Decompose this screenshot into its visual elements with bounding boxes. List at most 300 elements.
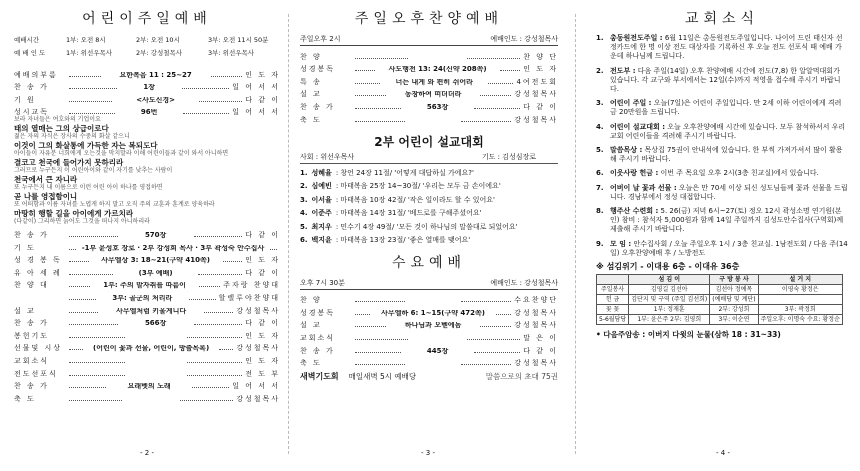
dot-leader: [69, 113, 115, 114]
order-label: 전도선포식: [14, 369, 58, 378]
reading-line: 이것이 그의 화살통에 가득한 자는 복되도다: [14, 141, 158, 151]
order-row: [300, 292, 558, 305]
order-label: 기 원: [14, 95, 36, 104]
order-value: 하나님과 오벧에돔: [404, 322, 462, 330]
news-text: [610, 146, 848, 164]
order-row: [14, 66, 280, 79]
news-item: [596, 34, 848, 62]
order-name: 주자랑 찬양대: [223, 281, 280, 290]
reading-line: 그러므로 누구든지 이 어린아이와 같이 자기를 낮추는 사람이: [14, 167, 173, 175]
order-name: 다 같 이: [523, 346, 558, 355]
order-name: 강성철목사: [514, 308, 558, 317]
news-num: 7.: [596, 183, 604, 192]
table-cell: 이영숙 황정은: [758, 285, 842, 295]
dot-leader: [199, 286, 220, 287]
order-label: 찬 송 가: [14, 83, 49, 92]
order-value: 사도행전 13: 24(신약 208쪽): [388, 66, 487, 74]
order-label: 설 교: [300, 90, 322, 99]
order-name: 인 도 자: [523, 65, 558, 74]
dot-leader: [467, 58, 520, 59]
dot-leader: [480, 326, 511, 327]
time-label: 예 배 인 도: [14, 49, 46, 58]
dot-leader: [355, 301, 405, 302]
news-num: 2.: [596, 66, 604, 75]
wednesday-order: [300, 292, 558, 368]
dot-leader: [500, 70, 520, 71]
news-body: 오늘은 만 70세 이상 되신 성도님들께 꽃과 선물을 드립니다. 경남부에서 정성 대접합니다.: [610, 183, 848, 201]
news-body: 이번 주 목요일 오후 2시(3층 친교실)에서 있습니다.: [660, 169, 819, 178]
wednesday-title: 수요예배: [391, 254, 467, 271]
contestant-text: : 마태복음 13장 23절/ '좋은 열매를 맺어요': [335, 236, 471, 245]
news-item: [596, 99, 848, 117]
dot-leader: [480, 95, 511, 96]
order-value: 570장: [144, 231, 167, 239]
reading-line: 젊은 자의 자식은 장사의 수중의 화살 같으니: [14, 133, 130, 141]
dot-leader: [219, 349, 233, 350]
dot-leader: [69, 337, 125, 338]
order-row: [14, 79, 280, 92]
dot-leader: [199, 101, 242, 102]
dot-leader: [180, 400, 233, 401]
time-label: 예배시간: [14, 36, 40, 45]
order-row: [14, 104, 280, 117]
order-label: 선물및 시상: [14, 344, 63, 353]
dot-leader: [187, 375, 243, 376]
table-header-cell: 섬 김 이: [629, 275, 710, 285]
dot-leader: [69, 249, 76, 250]
order-name: 찬 양 단: [523, 52, 558, 61]
dot-leader: [69, 236, 118, 237]
news-item: [596, 184, 848, 202]
table-cell: 주일봉사: [597, 285, 629, 295]
contestant-name: 심예빈: [311, 182, 332, 191]
contestant-num: 3.: [300, 195, 308, 204]
order-label: 축 도: [300, 115, 322, 124]
time-row: [14, 47, 280, 60]
afternoon-order: [300, 48, 558, 124]
contest-meta: [300, 154, 558, 164]
order-value: <사도신경>: [136, 96, 176, 104]
order-row: [300, 61, 558, 74]
dot-leader: [69, 324, 118, 325]
contestant-num: 1.: [300, 168, 308, 177]
news-item: [596, 67, 848, 95]
contestant-num: 5.: [300, 222, 308, 231]
dot-leader: [461, 301, 511, 302]
table-cell: 3부: 이순연: [710, 315, 758, 325]
dot-leader: [355, 364, 405, 365]
order-value: 너는 내게 와 편히 쉬어라: [395, 78, 473, 86]
order-row: [14, 340, 280, 353]
table-cell: 주일오후: 이명숙 수요: 황정순: [758, 315, 842, 325]
dot-leader: [192, 387, 229, 388]
dot-leader: [69, 387, 106, 388]
page-number: - 4 -: [716, 449, 730, 457]
order-name: 다 같 이: [245, 319, 280, 328]
dot-leader: [355, 83, 380, 84]
table-cell: 헌 금: [597, 295, 629, 305]
dot-leader: [187, 337, 243, 338]
news-text: [610, 99, 848, 117]
dot-leader: [187, 362, 243, 363]
reading-line: 마땅히 행할 길을 아이에게 가르치라: [14, 209, 134, 219]
order-label: 설 교: [300, 321, 322, 330]
dot-leader: [69, 375, 125, 376]
order-value: 요래벳의 노래: [127, 383, 171, 391]
order-value: 563장: [426, 103, 449, 111]
news-num: 3.: [596, 99, 604, 108]
contestant-name: 최지우: [311, 222, 332, 231]
reading-line: 곧 나를 영접함이니: [14, 192, 78, 202]
news-num: 8.: [596, 207, 604, 216]
dot-leader: [69, 362, 125, 363]
contestant: [300, 167, 558, 181]
contestant-name: 성혜율: [311, 168, 332, 177]
dot-leader: [69, 349, 83, 350]
order-name: 인 도 자: [245, 256, 280, 265]
news-head: 어린이 설교대회 :: [610, 122, 666, 131]
dot-leader: [355, 352, 401, 353]
news-text: [610, 207, 848, 235]
news-head: 이웃사랑 헌금 :: [610, 169, 659, 178]
time-v2: 2부: 오전 10시: [136, 36, 180, 45]
afternoon-time: 주일오후 2시: [300, 35, 341, 43]
order-value: (3부 예배): [138, 269, 173, 277]
order-name: 강성철목사: [236, 306, 280, 315]
time-v3: 3부: 위선우목사: [208, 49, 255, 58]
order-name: 인 도 자: [245, 70, 280, 79]
order-name: 4여전도회: [516, 77, 558, 86]
order-name: 다 같 이: [245, 268, 280, 277]
table-header-cell: 설 거 지: [758, 275, 842, 285]
dot-leader: [189, 299, 216, 300]
news-num: 6.: [596, 169, 604, 178]
reading-line: 또 누구든지 내 이름으로 이런 어린 아이 하나를 영접하면: [14, 184, 163, 192]
order-value: 1장: [143, 84, 155, 92]
order-value: 445장: [426, 347, 449, 355]
time-v1: 1부: 위선우목사: [66, 49, 113, 58]
news-item: [596, 123, 848, 141]
worship-order-2: [14, 226, 280, 402]
dot-leader: [355, 108, 401, 109]
order-name: 할렐루야찬양대: [218, 293, 280, 302]
news-item: [596, 169, 848, 178]
table-cell: 김영길 김선아: [629, 285, 710, 295]
reading-line: 보라 자녀들은 여호와의 기업이요: [14, 116, 101, 124]
divider: [575, 14, 576, 454]
table-cell: 꽃 꽂: [597, 305, 629, 315]
table-cell: 1부: 윤은주 2부: 김영희: [629, 315, 710, 325]
order-row: [14, 378, 280, 391]
order-row: [14, 315, 280, 328]
children-title: 어린이주일예배: [82, 11, 212, 27]
news-num: 9.: [596, 239, 604, 248]
order-value: 사무엘처럼 키울게니다: [116, 307, 187, 315]
afternoon-header: [300, 34, 558, 46]
order-row: [14, 352, 280, 365]
order-row: [14, 252, 280, 265]
dot-leader: [474, 108, 520, 109]
dot-leader: [223, 261, 243, 262]
order-label: 찬 송 가: [14, 319, 49, 328]
order-label: 찬 양 대: [14, 281, 49, 290]
order-row: [300, 111, 558, 124]
order-name: 강성철목사: [236, 344, 280, 353]
contestant: [300, 221, 558, 235]
contestant-num: 2.: [300, 182, 308, 191]
dot-leader: [69, 312, 98, 313]
table-cell: [758, 295, 842, 305]
dot-leader: [194, 236, 243, 237]
contest-list: [300, 167, 558, 248]
order-name: 말 은 이: [523, 333, 558, 342]
news-body: 6월 11일은 총동원전도주일입니다. 나이어 드린 태신자 선정카드에 한 명 이상 전도 대상자를 기록하신 후 오늘 전도 선포식 때 예배 가운데 하나님께 드립니다.: [610, 34, 843, 61]
news-num: 1.: [596, 34, 604, 42]
table-row: [597, 295, 843, 305]
dot-leader: [69, 299, 96, 300]
news-num: 5.: [596, 146, 604, 155]
order-row: [14, 302, 280, 315]
news-num: 4.: [596, 122, 604, 131]
dot-leader: [355, 95, 386, 96]
order-row: [300, 329, 558, 342]
order-name: 다 같 이: [245, 95, 280, 104]
contestant-text: : 민수기 4장 49절/ '모든 것이 하나님의 말씀대로 되었어요': [335, 222, 518, 231]
order-value: 3부: 골군의 처리라: [112, 294, 173, 302]
dot-leader: [496, 314, 511, 315]
time-row: [14, 34, 280, 47]
contestant: [300, 194, 558, 208]
order-row: [14, 239, 280, 252]
order-label: 축 도: [14, 394, 36, 403]
order-label: 설 교: [14, 306, 36, 315]
reading-line: 또 어떠함과 이름 자녀를 노엽게 하지 말고 오직 주의 교훈과 훈계로 양육하라: [14, 201, 215, 209]
contest-title: 2부 어린이 설교대회: [374, 134, 484, 149]
news-text: [610, 67, 848, 95]
news-item: [596, 146, 848, 164]
order-value: -1부 윤성호 장로 · 2부 강성희 목사 · 3부 곽성숙 안수집사: [81, 244, 265, 252]
order-row: [300, 86, 558, 99]
time-v1: 1부: 오전 8시: [66, 36, 106, 45]
order-row: [14, 264, 280, 277]
table-header-cell: [597, 275, 629, 285]
order-value: 요한복음 11 : 25~27: [119, 71, 192, 79]
dot-leader: [355, 326, 386, 327]
order-row: [14, 91, 280, 104]
table-cell: (예배당 및 계단): [710, 295, 758, 305]
news-text: [610, 184, 848, 202]
roles-title: ※ 섬김위기 - 이대용 6층 - 이대유 36층: [596, 262, 740, 272]
time-v2: 2부: 강성철목사: [136, 49, 183, 58]
order-row: [14, 277, 280, 290]
order-row: [300, 342, 558, 355]
news-title: 교회소식: [684, 11, 760, 27]
news-item: [596, 207, 848, 235]
order-name: 다 같 이: [523, 102, 558, 111]
dawn-prayer: [300, 373, 558, 381]
news-body: 목상집 75권이 안내석에 있습니다. 한 부씩 가져가셔서 많이 활용해 주시기 바랍니다.: [610, 146, 843, 164]
order-label: 찬 송 가: [300, 102, 335, 111]
dot-leader: [69, 76, 101, 77]
divider: [288, 14, 289, 454]
table-cell: 3부: 곽정희: [758, 305, 842, 315]
order-label: 예배의부름: [14, 70, 58, 79]
dot-leader: [69, 88, 117, 89]
afternoon-worship-column: [300, 8, 558, 381]
news-text: [610, 34, 848, 62]
dot-leader: [461, 364, 511, 365]
contestant-num: 4.: [300, 209, 308, 218]
dot-leader: [355, 70, 375, 71]
news-body: 안수집사회 / 오늘 주일오후 1시 / 3층 친교실. 1남전도회 / 다음 주(14일) 오후찬양예배 후 / 노방전도: [610, 239, 848, 257]
dot-leader: [194, 324, 243, 325]
wednesday-header: [300, 278, 558, 290]
contestant-text: : 마태복음 10장 42절/ '작은 일이라도 할 수 있어요': [335, 195, 495, 204]
news-head: 어버이 날 꽃과 선물 :: [610, 183, 677, 192]
order-value: 사무엘상 3: 18~21(구약 410쪽): [101, 257, 210, 265]
order-value: (어린이 꽃과 선물, 어린이, 방출목록): [93, 345, 210, 353]
order-row: [14, 289, 280, 302]
contest-host: 사회 : 위선우목사: [300, 152, 355, 161]
order-row: [300, 73, 558, 86]
dot-leader: [488, 83, 513, 84]
order-value: 동창하여 떠더더라: [404, 91, 462, 99]
table-cell: 5-6월담당: [597, 315, 629, 325]
dot-leader: [355, 58, 408, 59]
order-name: 수요찬양단: [514, 296, 558, 305]
order-name: 인 도 자: [245, 331, 280, 340]
news-body: 오늘(7일)은 어린이 주일입니다. 만 2세 이하 어린이에게 격려금 20만원을 드립니다.: [610, 99, 842, 117]
memory-verse: • 다음주암송 : 이버지 다윗의 눈물(삼하 18 : 31~33): [596, 330, 781, 340]
news-text: [610, 240, 848, 258]
dot-leader: [355, 339, 408, 340]
dot-leader: [204, 312, 233, 313]
children-worship-column: [14, 8, 280, 403]
dot-leader: [69, 400, 122, 401]
reading-line: (다같이) 그리하면 늙어도 그것을 떠나지 아니하리라: [14, 218, 150, 226]
wednesday-leader: 예배인도 : 강성철목사: [490, 278, 558, 287]
order-row: [14, 390, 280, 403]
table-cell: 김선아 정예목: [710, 285, 758, 295]
order-label: 교회소식: [14, 356, 50, 365]
dot-leader: [467, 339, 520, 340]
news-item: [596, 240, 848, 258]
news-body: 오늘 오후찬양예배 시간에 있습니다. 모두 참석하셔서 우리 교회 어린이들을 격려해 주시기 바랍니다.: [610, 122, 846, 140]
order-row: [300, 98, 558, 111]
order-value: 사무엘하 6: 1~15(구약 472쪽): [381, 309, 485, 317]
order-row: [300, 317, 558, 330]
order-row: [14, 365, 280, 378]
contest-prayer: 기도 : 김성심장로: [481, 152, 536, 161]
order-row: [300, 48, 558, 61]
table-cell: 1부: 정재훈: [629, 305, 710, 315]
order-label: 찬 송 가: [14, 382, 49, 391]
news-body: 다음 주일(14일) 오후 찬양예배 시간에 전도(7,8) 한 알알먹대회가 있습니다. 각 교구와 부서에서는 12일(수)까지 적영을 접수해 주시기 바랍니다.: [610, 66, 841, 94]
table-cell: 2부: 강성희: [710, 305, 758, 315]
order-name: 일 어 서 서: [232, 83, 280, 92]
order-label: 찬 양: [300, 52, 322, 61]
order-label: 성시교독: [14, 108, 50, 117]
duty-table: [596, 274, 843, 325]
order-name: 인 도 자: [245, 356, 280, 365]
dot-leader: [69, 286, 90, 287]
news-head: 전도부 :: [610, 66, 636, 75]
order-label: 성 경 봉 독: [14, 256, 62, 265]
news-head: 말씀목상 :: [610, 146, 643, 155]
news-head: 총동원전도주일 :: [610, 34, 663, 42]
order-name: 일 어 서 서: [232, 108, 280, 117]
news-list: [596, 34, 848, 258]
dot-leader: [69, 101, 112, 102]
dot-leader: [182, 88, 230, 89]
time-v3: 3부: 오전 11시 50분: [208, 36, 269, 45]
dot-leader: [474, 352, 520, 353]
order-label: 특 송: [300, 77, 322, 86]
contestant-name: 백지윤: [311, 236, 332, 245]
responsive-reading: [14, 116, 280, 226]
dot-leader: [355, 314, 370, 315]
news-head: 행주산 수련회 :: [610, 207, 659, 216]
contestant-text: : 마태복음 14장 31절/ '베드로를 구해주셨어요': [335, 209, 482, 218]
afternoon-leader: 예배인도 : 강성철목사: [490, 35, 558, 43]
contestant-num: 6.: [300, 236, 308, 245]
order-value: 566장: [144, 320, 167, 328]
church-news-column: [596, 8, 848, 339]
order-name: 일 어 서 서: [232, 382, 280, 391]
wednesday-time: 오후 7시 30분: [300, 278, 345, 287]
order-row: [300, 355, 558, 368]
news-head: 모 임 :: [610, 239, 632, 248]
dawn-title: 새벽기도회: [300, 372, 339, 382]
table-cell: 김단지 및 구역 (주일 김선희): [629, 295, 710, 305]
order-name: 강성철목사: [514, 321, 558, 330]
contestant-text: : 창언 24장 11절/ '어떻게 대답하실 가에요?': [335, 168, 474, 177]
news-head: 어린이 주일 :: [610, 99, 652, 108]
dot-leader: [211, 76, 243, 77]
dot-leader: [355, 121, 405, 122]
reading-line: 천국에서 큰 자니라: [14, 175, 78, 185]
order-label: 성경봉독: [300, 65, 336, 74]
order-label: 유 아 세 례: [14, 268, 62, 277]
order-row: [14, 226, 280, 239]
order-name: 강성철목사: [514, 359, 558, 368]
table-row: [597, 305, 843, 315]
reading-line: 결코고 천국에 들어가지 못하리라: [14, 158, 124, 168]
reading-line: 아이들이 자유분 너희에게 오는것을 막지말라 이해 어린이들과 같이 와서 아니하면: [14, 150, 229, 158]
news-text: [610, 169, 848, 178]
order-name: 강성철목사: [514, 90, 558, 99]
order-name: 전 도 부: [245, 369, 280, 378]
table-header-cell: 구 방 봉 사: [710, 275, 758, 285]
order-label: 봉헌기도: [14, 331, 50, 340]
dot-leader: [461, 121, 511, 122]
table-header-row: [597, 275, 843, 285]
worship-order: [14, 66, 280, 116]
order-label: 찬 송 가: [300, 346, 335, 355]
order-name: 강성철목사: [236, 394, 280, 403]
dot-leader: [270, 249, 277, 250]
contestant-name: 이준주: [311, 209, 332, 218]
order-name: 다 같 이: [245, 230, 280, 239]
order-label: 교회소식: [300, 333, 336, 342]
dot-leader: [183, 113, 229, 114]
order-value: 1부: 주의 발자취를 따름이: [103, 282, 186, 290]
dawn-note: 말씀으로의 초대 75권: [485, 372, 558, 382]
page-number: - 2 -: [140, 449, 154, 457]
contestant: [300, 180, 558, 194]
order-label: 찬 양: [300, 296, 322, 305]
contestant-text: : 마태복음 25장 14~30절/ '우리는 모두 금 손이에요': [335, 182, 501, 191]
